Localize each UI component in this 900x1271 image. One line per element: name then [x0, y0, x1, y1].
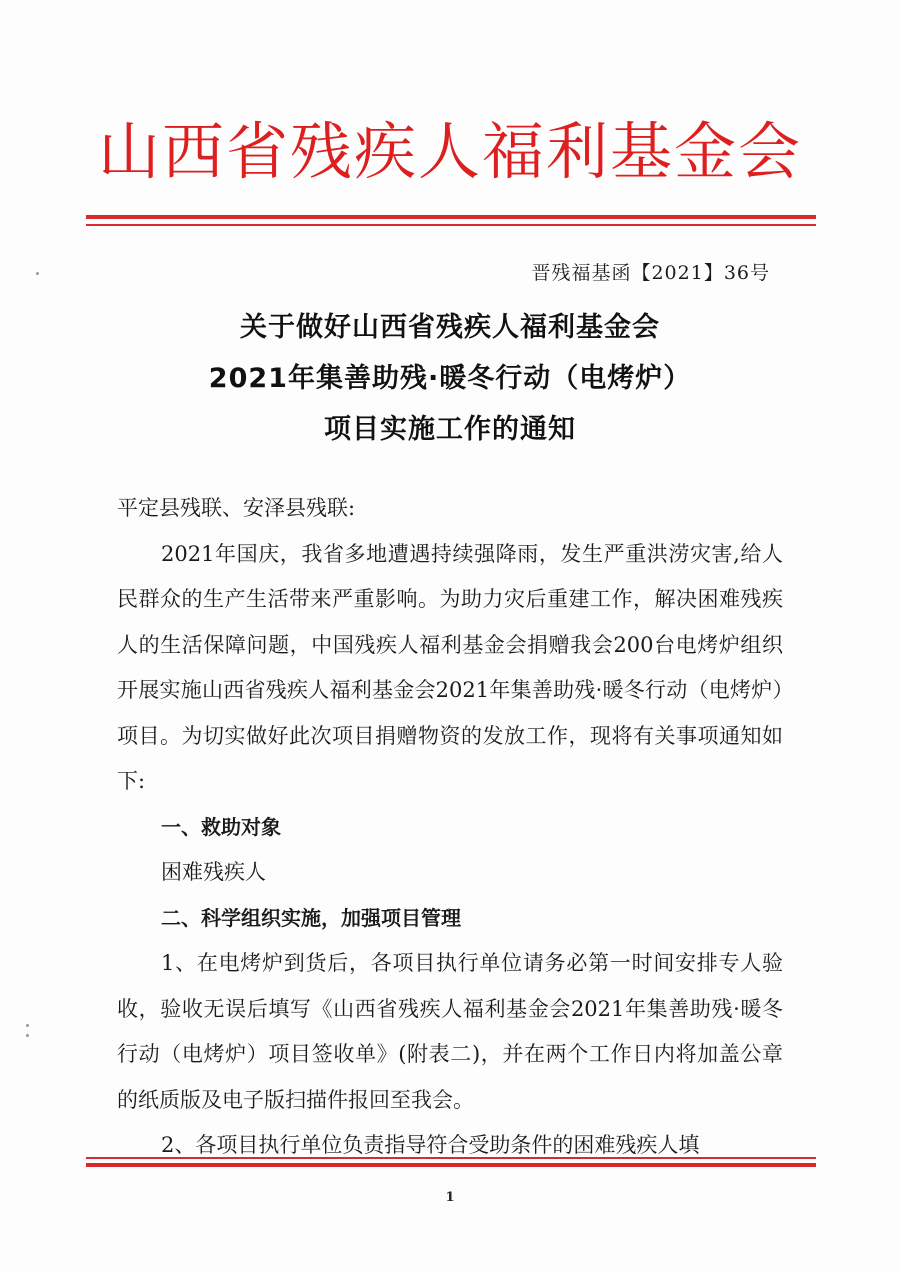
scan-speck	[36, 272, 39, 275]
letterhead-org-name: 山西省残疾人福利基金会	[97, 115, 802, 188]
letterhead-rule-thin	[86, 224, 816, 226]
item-2-paragraph: 2、各项目执行单位负责指导符合受助条件的困难残疾人填	[161, 1133, 700, 1157]
document-body	[117, 486, 783, 1169]
document-title-line-1: 关于做好山西省残疾人福利基金会	[240, 312, 660, 343]
scan-speck	[26, 1034, 29, 1037]
section-1-heading: 一、救助对象	[161, 814, 281, 839]
item-1-paragraph: 1、在电烤炉到货后，各项目执行单位请务必第一时间安排专人验收，验收无误后填写《山西省残疾人福利基金会2021年集善助残·暖冬行动（电烤炉）项目签收单》(附表二)，并在两个工作日内将加盖公章的纸质版及电子版扫描件报回至我会。	[117, 951, 783, 1112]
footer-rule-thick	[86, 1163, 816, 1167]
document-number: 晋残福基函【2021】36号	[531, 262, 770, 284]
scan-speck	[26, 1024, 29, 1027]
footer-rule-thin	[86, 1157, 816, 1159]
document-title	[0, 302, 900, 455]
document-title-line-3: 项目实施工作的通知	[324, 414, 576, 445]
page-number: 1	[445, 1190, 455, 1205]
section-1-text: 困难残疾人	[161, 860, 266, 884]
intro-paragraph: 2021年国庆，我省多地遭遇持续强降雨，发生严重洪涝灾害,给人民群众的生产生活带来严重影响。为助力灾后重建工作，解决困难残疾人的生活保障问题，中国残疾人福利基金会捐赠我会200台电烤炉组织开展实施山西省残疾人福利基金会2021年集善助残·暖冬行动（电烤炉）项目。为切实做好此次项目捐赠物资的发放工作，现将有关事项通知如下:	[117, 541, 783, 793]
salutation: 平定县残联、安泽县残联:	[117, 496, 356, 520]
section-2-heading: 二、科学组织实施，加强项目管理	[161, 905, 461, 930]
letterhead-rule-thick	[86, 215, 816, 219]
document-title-line-2: 2021年集善助残·暖冬行动（电烤炉）	[208, 363, 692, 394]
